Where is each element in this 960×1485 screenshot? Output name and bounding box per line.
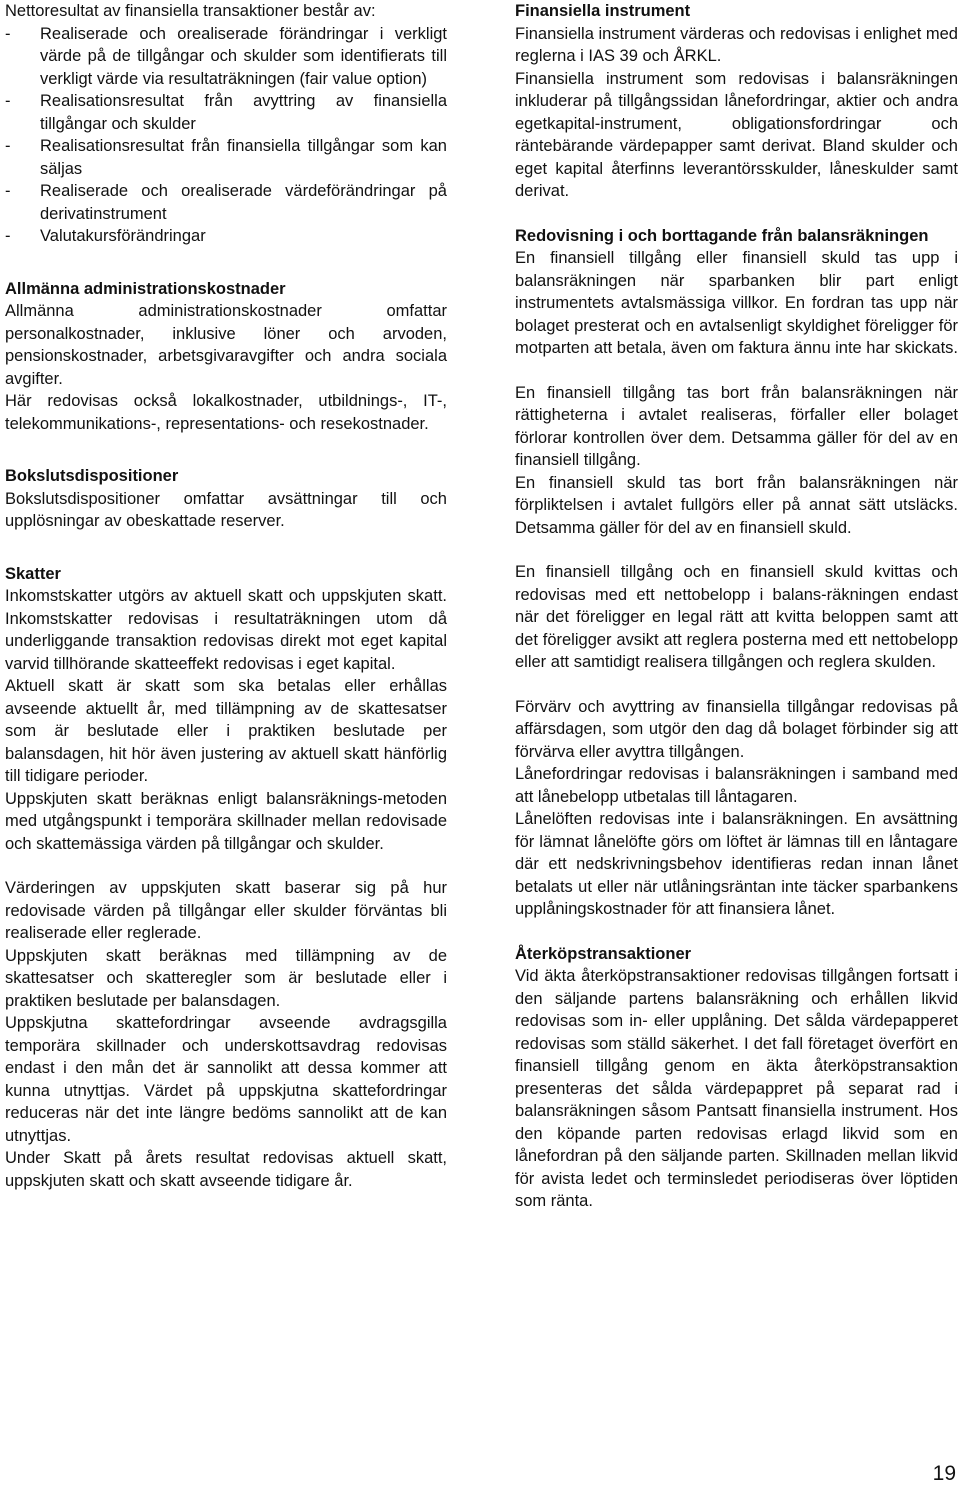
paragraph: Allmänna administrationskostnader omfattar personalkostnader, inklusive löner och arvoden, pensionskostnader, arbetsgivaravgifter och andra sociala avgifter. — [5, 302, 447, 388]
paragraph: Finansiella instrument värderas och redovisas i enlighet med reglerna i IAS 39 och ÅRKL. — [515, 24, 958, 65]
list-item: - Valutakursförändringar — [5, 225, 447, 248]
page-number: 19 — [932, 1462, 956, 1485]
paragraph: Vid äkta återköpstransaktioner redovisas tillgången fortsatt i den säljande partens balansräkning och erhållen likvid redovisas som in- eller upplåning. Det sålda värdepapperet redovisas som ställd säkerhet. I det fall företaget överfört en finansiell tillgång genom en äkta återköpstransaktion presenteras det sålda värdepappret på separat rad i balansräkningen såsom Pantsatt finansiella instrument. Hos den köpande parten redovisas erlagd likvid som en lånefordran på den säljande parten. Skillnaden mellan likvid för avista ledet och terminsledet periodiseras över löptiden som ränta. — [515, 967, 958, 1210]
paragraph: En finansiell tillgång eller finansiell skuld tas upp i balansräkningen när sparbanken blir part enligt instrumentets avtalsmässiga villkor. En fordran tas upp när bolaget presterat och en avtalsenligt skyldighet föreligger för motparten att betala, även om faktura ännu inte har skickats. — [515, 249, 958, 357]
paragraph: Förvärv och avyttring av finansiella tillgångar redovisas på affärsdagen, som utgör den dag då bolaget förbinder sig att förvärva eller avyttra tillgången. — [515, 697, 958, 761]
financial-instruments-heading: Finansiella instrument — [515, 2, 691, 20]
paragraph: Bokslutsdispositioner omfattar avsättningar till och upplösningar av obeskattade reserver. — [5, 489, 447, 530]
taxes-heading: Skatter — [5, 564, 61, 583]
paragraph: Uppskjuten skatt beräknas enligt balansräknings-metoden med utgångspunkt i temporära skillnader mellan redovisade och skattemässiga värden på tillgångar och skulder. — [5, 789, 447, 853]
recognition-heading: Redovisning i och borttagande från balansräkningen — [515, 226, 929, 245]
admin-costs-section — [5, 278, 447, 436]
right-column — [515, 0, 958, 1213]
financial-instruments-section — [515, 0, 958, 203]
paragraph: Aktuell skatt är skatt som ska betalas eller erhållas avseende aktuellt år, med tillämpning av de skattesatser som är beslutade eller i praktiken beslutade per balansdagen, hit hör även justering av aktuell skatt hänförlig till tidigare perioder. — [5, 677, 447, 785]
repo-section — [515, 943, 958, 1213]
paragraph: Inkomstskatter utgörs av aktuell skatt och uppskjuten skatt. Inkomstskatter redovisas i resultaträkningen utom då underliggande transaktion redovisas direkt mot eget kapital varvid tillhörande skatteeffekt redovisas i eget kapital. — [5, 587, 447, 673]
list-item: - Realisationsresultat från finansiella tillgångar som kan säljas — [5, 135, 447, 180]
recognition-section — [515, 225, 958, 921]
appropriations-heading: Bokslutsdispositioner — [5, 467, 179, 485]
paragraph: Värderingen av uppskjuten skatt baserar sig på hur redovisade värden på tillgångar eller skulder förväntas bli realiserade eller reglerade. — [5, 879, 447, 942]
net-result-section — [5, 0, 447, 248]
left-column — [5, 0, 447, 1192]
list-item: - Realisationsresultat från avyttring av finansiella tillgångar och skulder — [5, 90, 447, 135]
list-item: - Realiserade och orealiserade värdeförändringar på derivatinstrument — [5, 180, 447, 225]
net-result-list — [5, 23, 447, 248]
taxes-section — [5, 563, 447, 1193]
appropriations-section — [5, 465, 447, 533]
net-result-intro: Nettoresultat av finansiella transaktioner består av: — [5, 2, 376, 20]
repo-heading: Återköpstransaktioner — [515, 944, 692, 963]
paragraph: Under Skatt på årets resultat redovisas aktuell skatt, uppskjuten skatt och skatt avseende tidigare år. — [5, 1149, 447, 1190]
list-item: - Realiserade och orealiserade förändringar i verkligt värde på de tillgångar och skulder som identifierats till verkligt värde via resultaträkningen (fair value option) — [5, 23, 447, 91]
paragraph: Uppskjuten skatt beräknas med tillämpning av de skattesatser och skatteregler som är beslutade eller i praktiken beslutade per balansdagen. — [5, 946, 447, 1010]
paragraph: Här redovisas också lokalkostnader, utbildnings-, IT-, telekommunikations-, representations- och resekostnader. — [5, 392, 447, 433]
paragraph: Uppskjutna skattefordringar avseende avdragsgilla temporära skillnader och underskottsavdrag redovisas endast i den mån det är sannolikt att dessa kommer att kunna utnyttjas. Värdet på uppskjutna skattefordringar reduceras när det inte längre bedöms sannolikt att de kan utnyttjas. — [5, 1014, 447, 1145]
admin-costs-heading: Allmänna administrationskostnader — [5, 279, 286, 298]
paragraph: Lånefordringar redovisas i balansräkningen i samband med att lånebelopp utbetalas till låntagaren. — [515, 765, 958, 806]
paragraph: Finansiella instrument som redovisas i balansräkningen inkluderar på tillgångssidan lånefordringar, aktier och andra egetkapital-instrument, obligationsfordringar och räntebärande värdepapper samt derivat. Bland skulder och eget kapital återfinns leverantörsskulder, låneskulder samt derivat. — [515, 69, 958, 200]
paragraph: En finansiell tillgång tas bort från balansräkningen när rättigheterna i avtalet realiseras, förfaller eller bolaget förlorar kontrollen över dem. Detsamma gäller för del av en finansiell tillgång. — [515, 383, 958, 469]
paragraph: Lånelöften redovisas inte i balansräkningen. En avsättning för lämnat lånelöfte görs om löftet är lämnas till en låntagare där ett nedskrivningsbehov identifieras redan innan lånet betalats ut eller när utlåningsräntan inte täcker sparbankens upplåningskostnader för att finansiera lånet. — [515, 810, 958, 918]
paragraph: En finansiell skuld tas bort från balansräkningen när förpliktelsen i avtalet fullgörs eller på annat sätt utsläcks. Detsamma gäller för del av en finansiell skuld. — [515, 473, 958, 537]
paragraph: En finansiell tillgång och en finansiell skuld kvittas och redovisas med ett nettobelopp i balans-räkningen endast när det föreligger en legal rätt att kvitta beloppen samt att det föreligger avsikt att reglera posterna med ett nettobelopp eller att samtidigt realisera tillgången och reglera skulden. — [515, 563, 958, 671]
